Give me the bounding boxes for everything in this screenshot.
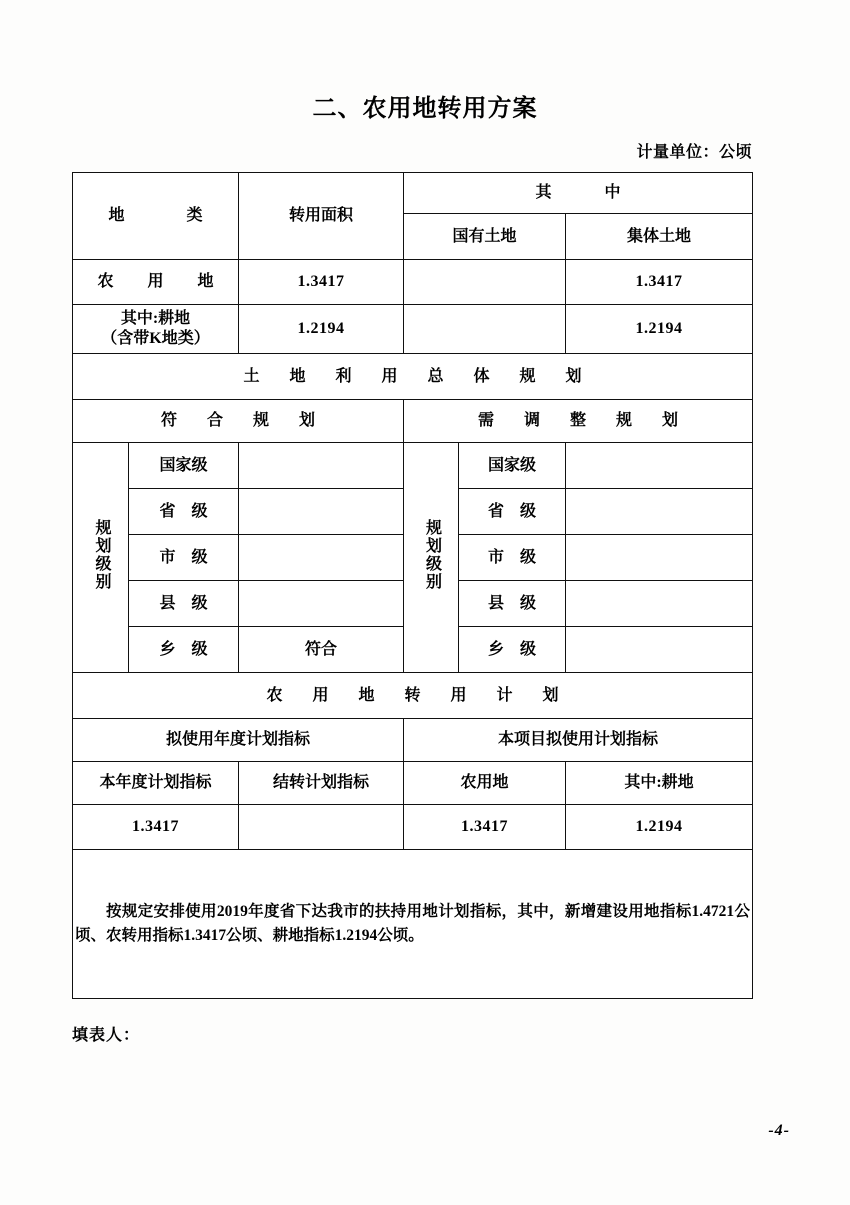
cell-cultivated-converted-area: 1.2194 (239, 305, 404, 354)
adjust-level-value-provincial (566, 489, 753, 535)
subheading-row-quota (73, 719, 753, 762)
header-carryover-quota: 结转计划指标 (239, 762, 404, 805)
conform-level-name-township: 乡 级 (129, 627, 239, 673)
section-heading-overall-plan-label: 土 地 利 用 总 体 规 划 (243, 367, 589, 385)
adjust-level-name-county: 县 级 (459, 581, 566, 627)
cell-cultivated-state-owned (404, 305, 566, 354)
subheading-conform-plan (73, 400, 404, 443)
conform-level-value-municipal (239, 535, 404, 581)
conform-level-name-provincial: 省 级 (129, 489, 239, 535)
subheading-conform-plan-label: 符 合 规 划 (161, 412, 323, 429)
conform-level-value-county (239, 581, 404, 627)
header-land-type-label: 地 类 (108, 207, 213, 224)
conform-level-name-county: 县 级 (129, 581, 239, 627)
conform-level-value-national (239, 443, 404, 489)
filler-label: 填表人： (72, 1027, 141, 1044)
cell-agricultural-state-owned (404, 260, 566, 305)
subheading-project-quota: 本项目拟使用计划指标 (404, 719, 753, 762)
cell-current-year-quota: 1.3417 (73, 805, 239, 850)
adjust-level-value-county (566, 581, 753, 627)
adjust-level-name-national: 国家级 (459, 443, 566, 489)
note-row (73, 850, 753, 999)
header-state-owned-land: 国有土地 (404, 214, 566, 260)
table-header-row-group (73, 173, 753, 214)
conform-plan-level-label-text: 规划级别 (92, 518, 110, 591)
cell-agricultural-land-quota: 1.3417 (404, 805, 566, 850)
adjust-level-name-provincial: 省 级 (459, 489, 566, 535)
note-text: 按规定安排使用2019年度省下达我市的扶持用地计划指标，其中，新增建设用地指标1.4721公顷、农转用指标1.3417公顷、耕地指标1.2194公顷。 (75, 902, 751, 944)
subheading-row-plan-status (73, 400, 753, 443)
conform-level-name-national: 国家级 (129, 443, 239, 489)
quota-value-row (73, 805, 753, 850)
header-among-group-label: 其 中 (535, 184, 628, 201)
section-heading-row-conversion-plan (73, 673, 753, 719)
header-collective-land: 集体土地 (566, 214, 753, 260)
cell-cultivated-collective: 1.2194 (566, 305, 753, 354)
adjust-plan-level-label-text: 规划级别 (423, 518, 441, 591)
row-label-agricultural-land (73, 260, 239, 305)
header-among-group (404, 173, 753, 214)
measurement-unit-note: 计量单位：公顷 (636, 144, 752, 161)
page-number: -4- (768, 1122, 790, 1139)
header-agricultural-land-quota: 农用地 (404, 762, 566, 805)
header-among-cultivated-quota: 其中:耕地 (566, 762, 753, 805)
row-label-agricultural-land-text: 农 用 地 (97, 273, 223, 290)
adjust-plan-level-label (404, 443, 459, 673)
row-label-cultivated-land (73, 305, 239, 354)
cell-carryover-quota (239, 805, 404, 850)
conform-plan-level-label (73, 443, 129, 673)
adjust-level-name-township: 乡 级 (459, 627, 566, 673)
form-table (72, 172, 753, 999)
subheading-annual-quota: 拟使用年度计划指标 (73, 719, 404, 762)
header-current-year-quota: 本年度计划指标 (73, 762, 239, 805)
adjust-level-value-national (566, 443, 753, 489)
section-heading-conversion-plan (73, 673, 753, 719)
conform-level-name-municipal: 市 级 (129, 535, 239, 581)
subheading-adjust-plan-label: 需 调 整 规 划 (478, 412, 686, 429)
header-land-type (73, 173, 239, 260)
subheading-adjust-plan (404, 400, 753, 443)
adjust-level-name-municipal: 市 级 (459, 535, 566, 581)
table-row-cultivated-land (73, 305, 753, 354)
cell-agricultural-converted-area: 1.3417 (239, 260, 404, 305)
section-heading-conversion-plan-label: 农 用 地 转 用 计 划 (266, 686, 566, 704)
header-converted-area: 转用面积 (239, 173, 404, 260)
conform-level-value-provincial (239, 489, 404, 535)
plan-level-row-national (73, 443, 753, 489)
table-row-agricultural-land (73, 260, 753, 305)
page-title: 二、农用地转用方案 (312, 95, 538, 122)
adjust-level-value-municipal (566, 535, 753, 581)
adjust-level-value-township (566, 627, 753, 673)
cell-among-cultivated-quota: 1.2194 (566, 805, 753, 850)
land-conversion-form (72, 172, 752, 999)
row-label-cultivated-line2: （含带K地类） (101, 330, 210, 347)
note-cell (73, 850, 753, 999)
conform-level-value-township: 符合 (239, 627, 404, 673)
quota-header-row (73, 762, 753, 805)
section-heading-overall-plan (73, 354, 753, 400)
row-label-cultivated-line1: 其中:耕地 (120, 310, 191, 327)
cell-agricultural-collective: 1.3417 (566, 260, 753, 305)
section-heading-row-overall-plan (73, 354, 753, 400)
